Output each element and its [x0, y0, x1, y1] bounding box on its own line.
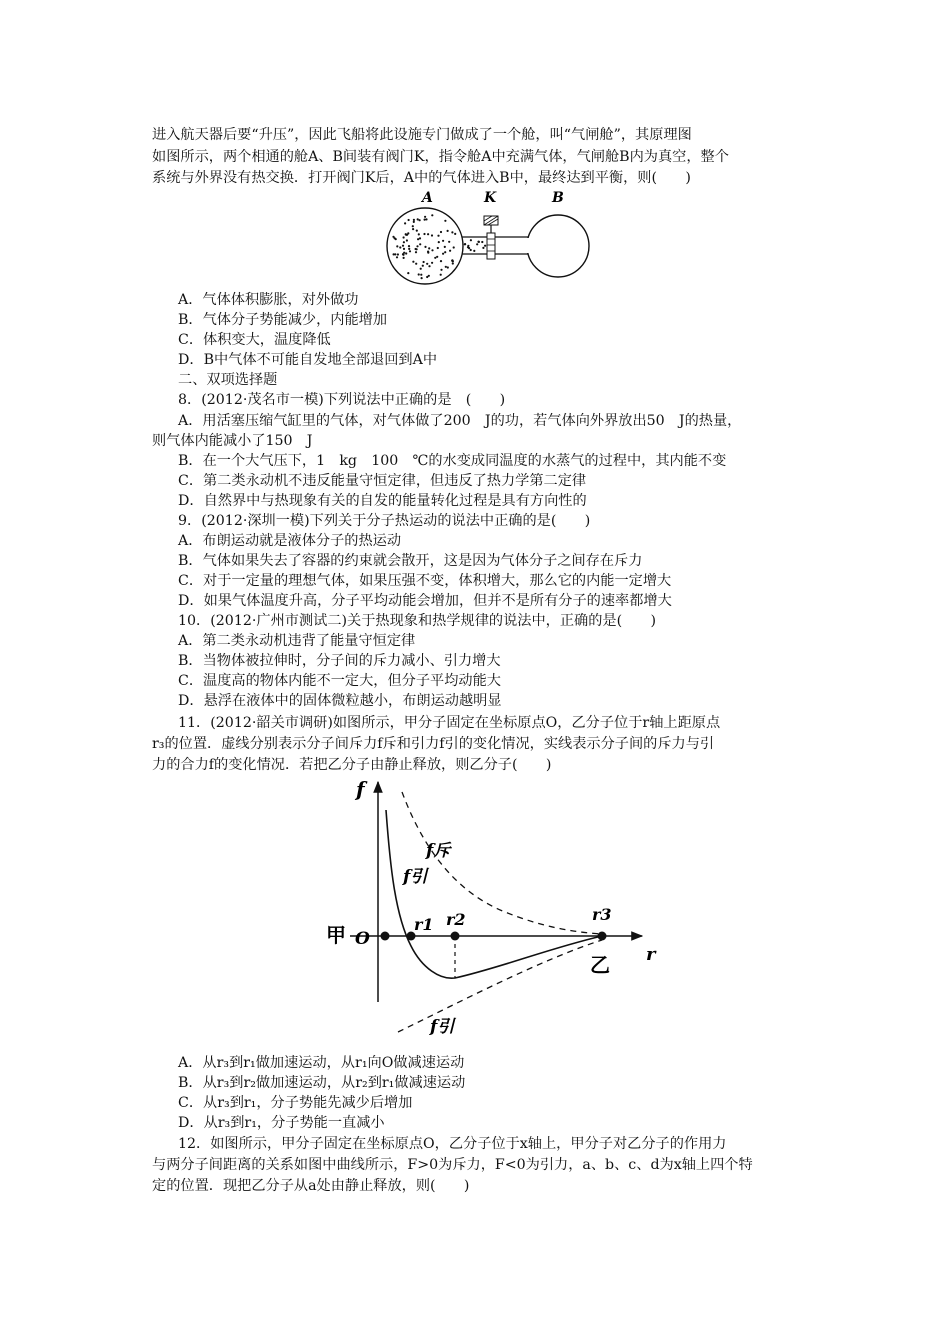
q8-option-d: D．自然界中与热现象有关的自发的能量转化过程是具有方向性的: [178, 493, 587, 509]
gas-particle: [423, 261, 425, 263]
gas-particle: [420, 268, 422, 270]
label-f-chi: f斥: [426, 841, 451, 861]
axis-label-r: r: [646, 944, 656, 965]
molecular-force-graph: [310, 770, 670, 1040]
label-jia: 甲: [326, 923, 346, 947]
chamber-b: [527, 215, 589, 277]
gas-particle: [428, 275, 430, 277]
gas-particle: [412, 261, 414, 263]
gas-particle: [416, 245, 418, 247]
gas-particle: [419, 243, 421, 245]
gas-particle: [393, 253, 395, 255]
label-r1: r1: [414, 915, 434, 934]
gas-particle: [402, 254, 404, 256]
gas-particle: [412, 225, 414, 227]
gas-particle: [442, 240, 444, 242]
gas-particle: [417, 238, 419, 240]
q12-stem-line-2: 与两分子间距离的关系如图中曲线所示，F>0为斥力，F<0为引力，a、b、c、d为x轴上四个特: [152, 1157, 753, 1173]
gas-particle: [405, 252, 407, 254]
gas-particle: [404, 222, 406, 224]
gas-particle: [407, 272, 409, 274]
q11-stem-line-2: r₃的位置．虚线分别表示分子间斥力f斥和引力f引的变化情况，实线表示分子间的斥力与引: [152, 736, 715, 752]
q10-option-b: B．当物体被拉伸时，分子间的斥力减小、引力增大: [178, 653, 501, 669]
gas-particle: [473, 250, 475, 252]
q7-option-c: C．体积变大，温度降低: [178, 332, 331, 348]
gas-particle: [408, 245, 410, 247]
gas-particle: [431, 249, 433, 251]
gas-particle: [437, 247, 439, 249]
q12-stem-line-3: 定的位置．现把乙分子从a处由静止释放，则( ): [152, 1178, 470, 1194]
gas-particle: [407, 232, 409, 234]
gas-particle: [428, 265, 430, 267]
gas-particle: [444, 246, 446, 248]
q8-option-c: C．第二类永动机不违反能量守恒定律，但违反了热力学第二定律: [178, 473, 587, 489]
q9-option-a: A．布朗运动就是液体分子的热运动: [178, 533, 402, 549]
gas-particle: [428, 247, 430, 249]
gas-particle: [482, 247, 484, 249]
label-r3: r3: [592, 905, 612, 924]
axis-label-f: f: [356, 777, 365, 801]
gas-particle: [476, 243, 478, 245]
resultant-force-curve: [386, 810, 602, 978]
gas-particle: [442, 253, 444, 255]
q9-option-d: D．如果气体温度升高，分子平均动能会增加，但并不是所有分子的速率都增大: [178, 593, 672, 609]
q7-option-a: A．气体体积膨胀，对外做功: [178, 292, 359, 308]
gas-particle: [434, 257, 436, 259]
gas-particle: [445, 266, 447, 268]
gas-particle: [447, 230, 449, 232]
gas-particle: [444, 251, 446, 253]
gas-particle: [431, 262, 433, 264]
q8-option-a: A．用活塞压缩气缸里的气体，对气体做了200 J的功，若气体向外界放出50 J的热量，: [178, 413, 742, 429]
q10-stem: 10．(2012·广州市测试二)关于热现象和热学规律的说法中，正确的是( ): [178, 613, 657, 629]
q7-option-b: B．气体分子势能减少，内能增加: [178, 312, 388, 328]
gas-particle: [415, 251, 417, 253]
gas-particle: [406, 239, 408, 241]
gas-particle: [420, 274, 422, 276]
gas-particle: [464, 243, 466, 245]
gas-particle: [438, 241, 440, 243]
gas-particle: [427, 251, 429, 253]
gas-particle: [431, 234, 433, 236]
gas-particle: [409, 250, 411, 252]
point-origin: [381, 932, 390, 941]
gas-particle: [468, 247, 470, 249]
gas-particle: [396, 245, 398, 247]
gas-particle: [413, 221, 415, 223]
gas-particle: [396, 256, 398, 258]
q7-intro-line-2: 如图所示，两个相通的舱A、B间装有阀门K，指令舱A中充满气体，气闸舱B内为真空，整个: [152, 149, 729, 165]
gas-particle: [424, 216, 426, 218]
gas-particle: [418, 273, 420, 275]
q11-option-b: B．从r₃到r₂做加速运动，从r₂到r₁做减速运动: [178, 1075, 466, 1091]
gas-particle: [424, 219, 426, 221]
gas-particle: [421, 277, 423, 279]
gas-particle: [419, 237, 421, 239]
gas-particle: [417, 218, 419, 220]
gas-particle: [403, 252, 405, 254]
gas-particle: [399, 246, 401, 248]
valve-body: [487, 233, 495, 259]
q10-option-d: D．悬浮在液体中的固体微粒越小，布朗运动越明显: [178, 693, 502, 709]
gas-particle: [444, 220, 446, 222]
gas-particle: [402, 245, 404, 247]
gas-particle: [437, 235, 439, 237]
gas-particle: [422, 265, 424, 267]
gas-particle: [418, 233, 420, 235]
gas-particle: [470, 239, 472, 241]
gas-particle: [408, 248, 410, 250]
gas-particle: [452, 262, 454, 264]
q9-stem: 9．(2012·深圳一模)下列关于分子热运动的说法中正确的是( ): [178, 513, 591, 529]
q11-option-d: D．从r₃到r₁，分子势能一直减小: [178, 1115, 385, 1131]
gas-particle: [440, 269, 442, 271]
q7-intro-line-3: 系统与外界没有热交换．打开阀门K后，A中的气体进入B中，最终达到平衡，则( ): [152, 170, 691, 186]
q11-option-a: A．从r₃到r₁做加速运动，从r₁向O做减速运动: [178, 1055, 465, 1071]
gas-particle: [424, 246, 426, 248]
gas-particle: [436, 256, 438, 258]
gas-particle: [440, 260, 442, 262]
q11-stem-line-3: 力的合力f的变化情况．若把乙分子由静止释放，则乙分子( ): [152, 757, 552, 773]
gas-particle: [423, 233, 425, 235]
label-f-yin-top: f引: [403, 867, 428, 887]
gas-particles: [392, 214, 486, 279]
gas-particle: [431, 214, 433, 216]
gas-particle: [416, 248, 418, 250]
gas-particle: [440, 274, 442, 276]
q10-option-c: C．温度高的物体内能不一定大，但分子平均动能大: [178, 673, 501, 689]
q8-option-a-cont: 则气体内能减小了150 J: [152, 433, 313, 449]
q7-intro-line-1: 进入航天器后要“升压”，因此飞船将此设施专门做成了一个舱，叫“气闸舱”，其原理图: [152, 127, 692, 143]
gas-particle: [397, 253, 399, 255]
gas-particle: [415, 263, 417, 265]
q8-stem: 8．(2012·茂名市一模)下列说法中正确的是 ( ): [178, 392, 506, 408]
gas-particle: [470, 249, 472, 251]
gas-particle: [453, 246, 455, 248]
gas-particle: [412, 228, 414, 230]
gas-particle: [448, 241, 450, 243]
q9-option-b: B．气体如果失去了容器的约束就会散开，这是因为气体分子之间存在斥力: [178, 553, 643, 569]
gas-particle: [440, 231, 442, 233]
label-r2: r2: [446, 910, 466, 929]
gas-particle: [451, 231, 453, 233]
point-r2: [451, 932, 460, 941]
label-f-yin-bottom: f引: [430, 1017, 455, 1037]
chamber-diagram: [380, 186, 590, 291]
gas-particle: [484, 245, 486, 247]
gas-particle: [447, 266, 449, 268]
gas-particle: [403, 236, 405, 238]
q7-option-d: D．B中气体不可能自发地全部退回到A中: [178, 352, 438, 368]
gas-particle: [405, 233, 407, 235]
gas-particle: [403, 257, 405, 259]
q11-stem-line-1: 11．(2012·韶关市调研)如图所示，甲分子固定在坐标原点O，乙分子位于r轴上距原点: [178, 715, 721, 731]
label-yi: 乙: [590, 953, 610, 977]
attractive-force-curve: [398, 940, 602, 1032]
repulsive-force-curve: [402, 792, 602, 934]
q12-stem-line-1: 12．如图所示，甲分子固定在坐标原点O，乙分子位于x轴上，甲分子对乙分子的作用力: [178, 1136, 727, 1152]
label-origin: O: [355, 929, 370, 949]
q11-option-c: C．从r₃到r₁，分子势能先减少后增加: [178, 1095, 413, 1111]
gas-particle: [392, 236, 394, 238]
gas-particle: [449, 250, 451, 252]
gas-particle: [408, 219, 410, 221]
gas-particle: [419, 219, 421, 221]
gas-particle: [416, 230, 418, 232]
gas-particle: [481, 241, 483, 243]
gas-particle: [454, 233, 456, 235]
gas-particle: [413, 219, 415, 221]
section-heading-2: 二、双项选择题: [178, 372, 278, 388]
gas-particle: [478, 241, 480, 243]
gas-particle: [403, 248, 405, 250]
q10-option-a: A．第二类永动机违背了能量守恒定律: [178, 633, 416, 649]
point-r3: [598, 932, 607, 941]
gas-particle: [427, 233, 429, 235]
gas-particle: [425, 218, 427, 220]
q8-option-b: B．在一个大气压下，1 kg 100 ℃的水变成同温度的水蒸气的过程中，其内能不变: [178, 453, 727, 469]
label-b: B: [552, 190, 564, 206]
q9-option-c: C．对于一定量的理想气体，如果压强不变，体积增大，那么它的内能一定增大: [178, 573, 672, 589]
gas-particle: [426, 263, 428, 265]
label-k: K: [484, 190, 497, 206]
gas-particle: [403, 241, 405, 243]
gas-particle: [451, 259, 453, 261]
label-a: A: [422, 190, 433, 206]
